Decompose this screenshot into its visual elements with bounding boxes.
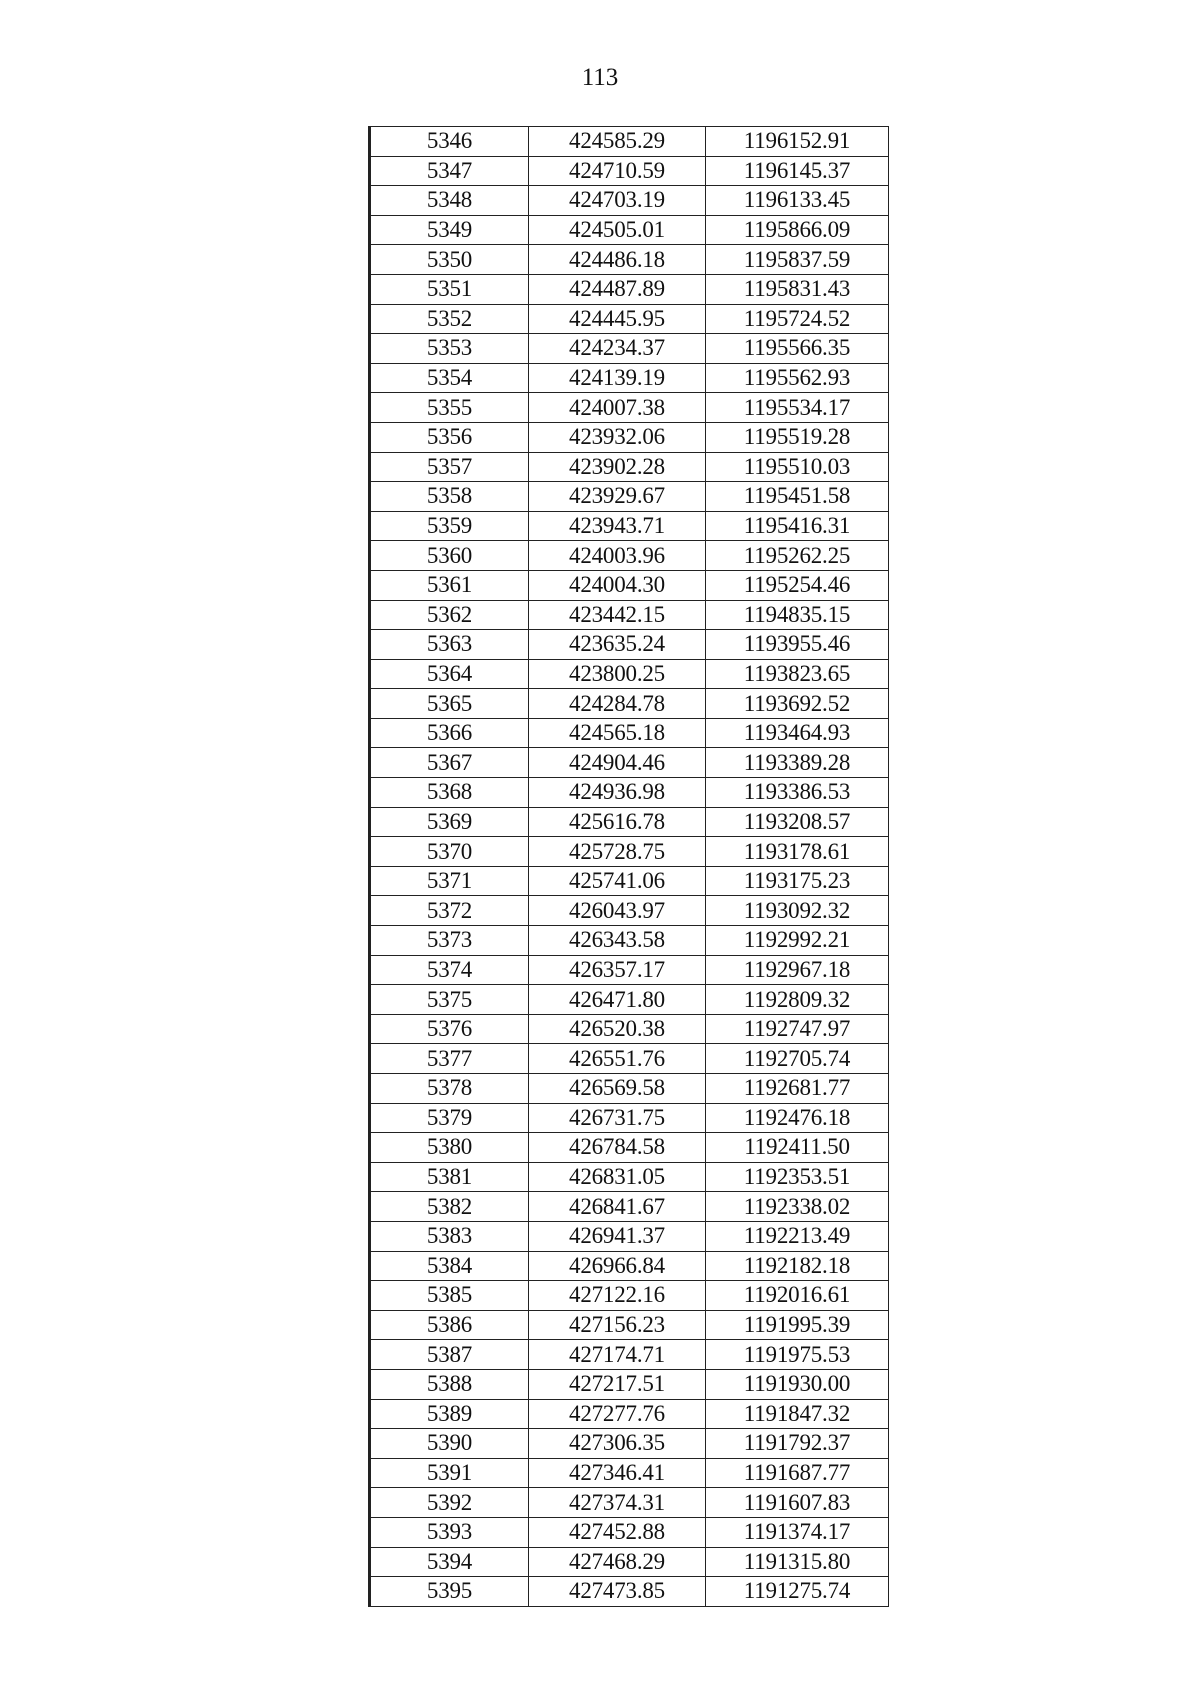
x-coordinate-cell: 424904.46: [529, 748, 706, 778]
x-coordinate-cell: 424585.29: [529, 127, 706, 157]
point-number-cell: 5384: [370, 1251, 529, 1281]
table-row: [370, 1310, 889, 1340]
point-number-cell: 5347: [370, 156, 529, 186]
point-number-cell: 5366: [370, 718, 529, 748]
table-row: [370, 1281, 889, 1311]
x-coordinate-cell: 426841.67: [529, 1192, 706, 1222]
y-coordinate-cell: 1195262.25: [706, 541, 889, 571]
point-number-cell: 5369: [370, 807, 529, 837]
point-number-cell: 5388: [370, 1369, 529, 1399]
x-coordinate-cell: 424565.18: [529, 718, 706, 748]
y-coordinate-cell: 1195416.31: [706, 511, 889, 541]
point-number-cell: 5358: [370, 482, 529, 512]
table-row: [370, 304, 889, 334]
y-coordinate-cell: 1191847.32: [706, 1399, 889, 1429]
point-number-cell: 5382: [370, 1192, 529, 1222]
table-row: [370, 748, 889, 778]
table-row: [370, 866, 889, 896]
table-row: [370, 393, 889, 423]
x-coordinate-cell: 427156.23: [529, 1310, 706, 1340]
x-coordinate-cell: 426551.76: [529, 1044, 706, 1074]
y-coordinate-cell: 1192338.02: [706, 1192, 889, 1222]
table-row: [370, 1221, 889, 1251]
x-coordinate-cell: 426831.05: [529, 1162, 706, 1192]
coordinates-table-body: [370, 127, 889, 1607]
point-number-cell: 5370: [370, 837, 529, 867]
x-coordinate-cell: 427122.16: [529, 1281, 706, 1311]
y-coordinate-cell: 1191930.00: [706, 1369, 889, 1399]
y-coordinate-cell: 1193178.61: [706, 837, 889, 867]
y-coordinate-cell: 1193386.53: [706, 778, 889, 808]
y-coordinate-cell: 1192967.18: [706, 955, 889, 985]
table-row: [370, 659, 889, 689]
y-coordinate-cell: 1192809.32: [706, 985, 889, 1015]
x-coordinate-cell: 427468.29: [529, 1547, 706, 1577]
point-number-cell: 5362: [370, 600, 529, 630]
table-row: [370, 896, 889, 926]
x-coordinate-cell: 427306.35: [529, 1429, 706, 1459]
x-coordinate-cell: 426043.97: [529, 896, 706, 926]
x-coordinate-cell: 427217.51: [529, 1369, 706, 1399]
y-coordinate-cell: 1194835.15: [706, 600, 889, 630]
y-coordinate-cell: 1195534.17: [706, 393, 889, 423]
point-number-cell: 5373: [370, 926, 529, 956]
table-row: [370, 926, 889, 956]
table-row: [370, 215, 889, 245]
x-coordinate-cell: 425616.78: [529, 807, 706, 837]
x-coordinate-cell: 426357.17: [529, 955, 706, 985]
x-coordinate-cell: 426941.37: [529, 1221, 706, 1251]
point-number-cell: 5393: [370, 1517, 529, 1547]
y-coordinate-cell: 1195566.35: [706, 334, 889, 364]
table-row: [370, 1103, 889, 1133]
x-coordinate-cell: 426784.58: [529, 1133, 706, 1163]
x-coordinate-cell: 424284.78: [529, 689, 706, 719]
point-number-cell: 5387: [370, 1340, 529, 1370]
y-coordinate-cell: 1191275.74: [706, 1577, 889, 1607]
table-row: [370, 541, 889, 571]
table-row: [370, 1458, 889, 1488]
table-row: [370, 1133, 889, 1163]
table-row: [370, 570, 889, 600]
table-row: [370, 807, 889, 837]
table-row: [370, 511, 889, 541]
x-coordinate-cell: 426731.75: [529, 1103, 706, 1133]
y-coordinate-cell: 1191607.83: [706, 1488, 889, 1518]
y-coordinate-cell: 1192747.97: [706, 1014, 889, 1044]
y-coordinate-cell: 1193208.57: [706, 807, 889, 837]
table-row: [370, 1488, 889, 1518]
x-coordinate-cell: 425741.06: [529, 866, 706, 896]
point-number-cell: 5375: [370, 985, 529, 1015]
y-coordinate-cell: 1192411.50: [706, 1133, 889, 1163]
page-number: 113: [581, 64, 619, 91]
point-number-cell: 5391: [370, 1458, 529, 1488]
table-row: [370, 837, 889, 867]
point-number-cell: 5371: [370, 866, 529, 896]
point-number-cell: 5346: [370, 127, 529, 157]
table-row: [370, 778, 889, 808]
x-coordinate-cell: 424003.96: [529, 541, 706, 571]
table-row: [370, 274, 889, 304]
x-coordinate-cell: 424234.37: [529, 334, 706, 364]
y-coordinate-cell: 1192705.74: [706, 1044, 889, 1074]
table-row: [370, 1547, 889, 1577]
point-number-cell: 5356: [370, 422, 529, 452]
y-coordinate-cell: 1191995.39: [706, 1310, 889, 1340]
x-coordinate-cell: 427346.41: [529, 1458, 706, 1488]
point-number-cell: 5389: [370, 1399, 529, 1429]
x-coordinate-cell: 423929.67: [529, 482, 706, 512]
point-number-cell: 5383: [370, 1221, 529, 1251]
point-number-cell: 5350: [370, 245, 529, 275]
x-coordinate-cell: 427174.71: [529, 1340, 706, 1370]
point-number-cell: 5361: [370, 570, 529, 600]
table-row: [370, 1369, 889, 1399]
x-coordinate-cell: 423943.71: [529, 511, 706, 541]
x-coordinate-cell: 427452.88: [529, 1517, 706, 1547]
x-coordinate-cell: 426966.84: [529, 1251, 706, 1281]
table-row: [370, 1577, 889, 1607]
x-coordinate-cell: 424487.89: [529, 274, 706, 304]
table-row: [370, 1340, 889, 1370]
point-number-cell: 5352: [370, 304, 529, 334]
point-number-cell: 5379: [370, 1103, 529, 1133]
y-coordinate-cell: 1193692.52: [706, 689, 889, 719]
point-number-cell: 5365: [370, 689, 529, 719]
point-number-cell: 5364: [370, 659, 529, 689]
x-coordinate-cell: 427374.31: [529, 1488, 706, 1518]
table-row: [370, 1192, 889, 1222]
table-row: [370, 245, 889, 275]
y-coordinate-cell: 1195866.09: [706, 215, 889, 245]
y-coordinate-cell: 1191975.53: [706, 1340, 889, 1370]
y-coordinate-cell: 1195451.58: [706, 482, 889, 512]
point-number-cell: 5378: [370, 1074, 529, 1104]
y-coordinate-cell: 1193092.32: [706, 896, 889, 926]
x-coordinate-cell: 424710.59: [529, 156, 706, 186]
point-number-cell: 5390: [370, 1429, 529, 1459]
table-row: [370, 718, 889, 748]
x-coordinate-cell: 427277.76: [529, 1399, 706, 1429]
table-row: [370, 1399, 889, 1429]
y-coordinate-cell: 1196145.37: [706, 156, 889, 186]
y-coordinate-cell: 1192182.18: [706, 1251, 889, 1281]
y-coordinate-cell: 1193464.93: [706, 718, 889, 748]
x-coordinate-cell: 424505.01: [529, 215, 706, 245]
x-coordinate-cell: 423800.25: [529, 659, 706, 689]
table-row: [370, 600, 889, 630]
x-coordinate-cell: 425728.75: [529, 837, 706, 867]
table-row: [370, 452, 889, 482]
point-number-cell: 5374: [370, 955, 529, 985]
y-coordinate-cell: 1192992.21: [706, 926, 889, 956]
y-coordinate-cell: 1195519.28: [706, 422, 889, 452]
y-coordinate-cell: 1195510.03: [706, 452, 889, 482]
x-coordinate-cell: 423932.06: [529, 422, 706, 452]
point-number-cell: 5353: [370, 334, 529, 364]
x-coordinate-cell: 427473.85: [529, 1577, 706, 1607]
table-row: [370, 689, 889, 719]
point-number-cell: 5368: [370, 778, 529, 808]
table-row: [370, 482, 889, 512]
table-row: [370, 363, 889, 393]
table-row: [370, 422, 889, 452]
point-number-cell: 5351: [370, 274, 529, 304]
point-number-cell: 5348: [370, 186, 529, 216]
table-row: [370, 1162, 889, 1192]
table-row: [370, 1014, 889, 1044]
table-row: [370, 955, 889, 985]
point-number-cell: 5363: [370, 630, 529, 660]
y-coordinate-cell: 1193955.46: [706, 630, 889, 660]
y-coordinate-cell: 1196133.45: [706, 186, 889, 216]
y-coordinate-cell: 1193389.28: [706, 748, 889, 778]
x-coordinate-cell: 423635.24: [529, 630, 706, 660]
point-number-cell: 5355: [370, 393, 529, 423]
x-coordinate-cell: 423902.28: [529, 452, 706, 482]
y-coordinate-cell: 1191374.17: [706, 1517, 889, 1547]
point-number-cell: 5392: [370, 1488, 529, 1518]
table-row: [370, 127, 889, 157]
y-coordinate-cell: 1192681.77: [706, 1074, 889, 1104]
y-coordinate-cell: 1195724.52: [706, 304, 889, 334]
point-number-cell: 5376: [370, 1014, 529, 1044]
point-number-cell: 5380: [370, 1133, 529, 1163]
point-number-cell: 5354: [370, 363, 529, 393]
y-coordinate-cell: 1191687.77: [706, 1458, 889, 1488]
x-coordinate-cell: 426471.80: [529, 985, 706, 1015]
x-coordinate-cell: 423442.15: [529, 600, 706, 630]
table-row: [370, 1074, 889, 1104]
coordinates-table: [368, 126, 889, 1607]
y-coordinate-cell: 1192476.18: [706, 1103, 889, 1133]
y-coordinate-cell: 1192213.49: [706, 1221, 889, 1251]
point-number-cell: 5359: [370, 511, 529, 541]
point-number-cell: 5372: [370, 896, 529, 926]
x-coordinate-cell: 426343.58: [529, 926, 706, 956]
table-row: [370, 1044, 889, 1074]
x-coordinate-cell: 426569.58: [529, 1074, 706, 1104]
y-coordinate-cell: 1196152.91: [706, 127, 889, 157]
y-coordinate-cell: 1192016.61: [706, 1281, 889, 1311]
x-coordinate-cell: 424004.30: [529, 570, 706, 600]
x-coordinate-cell: 424703.19: [529, 186, 706, 216]
table-row: [370, 630, 889, 660]
point-number-cell: 5386: [370, 1310, 529, 1340]
y-coordinate-cell: 1193823.65: [706, 659, 889, 689]
table-row: [370, 186, 889, 216]
table-row: [370, 156, 889, 186]
point-number-cell: 5381: [370, 1162, 529, 1192]
y-coordinate-cell: 1195254.46: [706, 570, 889, 600]
table-row: [370, 985, 889, 1015]
point-number-cell: 5377: [370, 1044, 529, 1074]
y-coordinate-cell: 1191792.37: [706, 1429, 889, 1459]
point-number-cell: 5385: [370, 1281, 529, 1311]
x-coordinate-cell: 424007.38: [529, 393, 706, 423]
point-number-cell: 5360: [370, 541, 529, 571]
y-coordinate-cell: 1193175.23: [706, 866, 889, 896]
table-row: [370, 1429, 889, 1459]
y-coordinate-cell: 1195562.93: [706, 363, 889, 393]
point-number-cell: 5357: [370, 452, 529, 482]
table-row: [370, 334, 889, 364]
table-row: [370, 1251, 889, 1281]
point-number-cell: 5367: [370, 748, 529, 778]
point-number-cell: 5395: [370, 1577, 529, 1607]
x-coordinate-cell: 424445.95: [529, 304, 706, 334]
y-coordinate-cell: 1192353.51: [706, 1162, 889, 1192]
point-number-cell: 5394: [370, 1547, 529, 1577]
table-row: [370, 1517, 889, 1547]
x-coordinate-cell: 424139.19: [529, 363, 706, 393]
x-coordinate-cell: 424936.98: [529, 778, 706, 808]
x-coordinate-cell: 426520.38: [529, 1014, 706, 1044]
point-number-cell: 5349: [370, 215, 529, 245]
y-coordinate-cell: 1195837.59: [706, 245, 889, 275]
y-coordinate-cell: 1195831.43: [706, 274, 889, 304]
y-coordinate-cell: 1191315.80: [706, 1547, 889, 1577]
x-coordinate-cell: 424486.18: [529, 245, 706, 275]
